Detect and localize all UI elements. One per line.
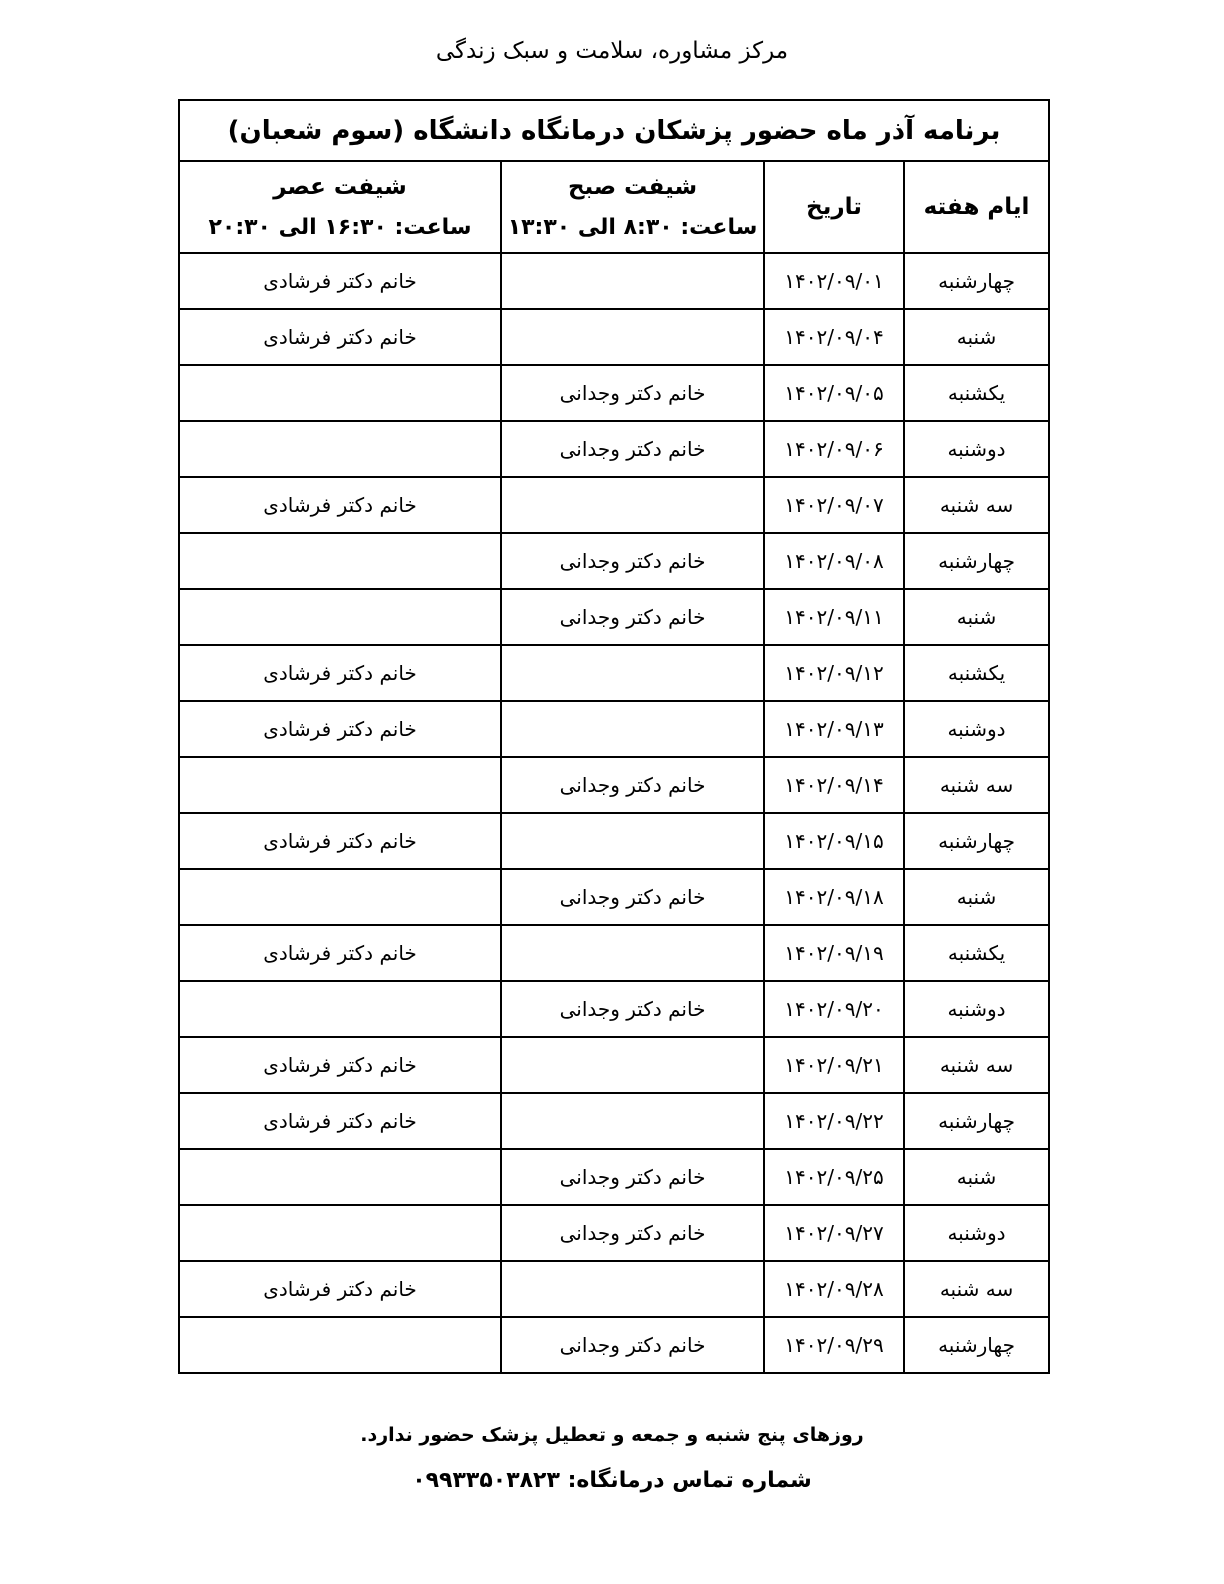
morning-shift-cell: خانم دکتر وجدانی bbox=[501, 1149, 764, 1205]
morning-shift-cell: خانم دکتر وجدانی bbox=[501, 1205, 764, 1261]
weekday-cell: یکشنبه bbox=[904, 645, 1049, 701]
morning-shift-cell: خانم دکتر وجدانی bbox=[501, 365, 764, 421]
weekday-cell: دوشنبه bbox=[904, 701, 1049, 757]
table-row bbox=[179, 925, 1049, 981]
table-row bbox=[179, 421, 1049, 477]
morning-shift-cell: خانم دکتر وجدانی bbox=[501, 533, 764, 589]
weekday-cell: سه شنبه bbox=[904, 757, 1049, 813]
evening-shift-cell bbox=[179, 421, 501, 477]
table-row bbox=[179, 253, 1049, 309]
column-header-row bbox=[179, 161, 1049, 253]
date-cell: ۱۴۰۲/۰۹/۱۵ bbox=[764, 813, 904, 869]
evening-shift-cell bbox=[179, 589, 501, 645]
date-cell: ۱۴۰۲/۰۹/۱۳ bbox=[764, 701, 904, 757]
org-title: مرکز مشاوره، سلامت و سبک زندگی bbox=[435, 38, 789, 64]
contact-number: ۰۹۹۳۳۵۰۳۸۲۳ bbox=[412, 1468, 560, 1493]
col-header-date: تاریخ bbox=[764, 161, 904, 253]
morning-shift-cell bbox=[501, 477, 764, 533]
evening-shift-cell: خانم دکتر فرشادی bbox=[179, 645, 501, 701]
weekday-cell: یکشنبه bbox=[904, 365, 1049, 421]
morning-shift-cell: خانم دکتر وجدانی bbox=[501, 869, 764, 925]
evening-shift-cell: خانم دکتر فرشادی bbox=[179, 1037, 501, 1093]
weekday-cell: چهارشنبه bbox=[904, 253, 1049, 309]
morning-shift-header bbox=[502, 162, 763, 252]
weekday-cell: سه شنبه bbox=[904, 477, 1049, 533]
date-cell: ۱۴۰۲/۰۹/۲۸ bbox=[764, 1261, 904, 1317]
morning-shift-cell: خانم دکتر وجدانی bbox=[501, 1317, 764, 1373]
evening-shift-cell: خانم دکتر فرشادی bbox=[179, 813, 501, 869]
morning-shift-cell bbox=[501, 813, 764, 869]
table-row bbox=[179, 1037, 1049, 1093]
date-cell: ۱۴۰۲/۰۹/۰۱ bbox=[764, 253, 904, 309]
date-cell: ۱۴۰۲/۰۹/۱۲ bbox=[764, 645, 904, 701]
date-cell: ۱۴۰۲/۰۹/۱۴ bbox=[764, 757, 904, 813]
morning-shift-hours: ساعت: ۸:۳۰ الی ۱۳:۳۰ bbox=[507, 215, 758, 240]
evening-shift-cell bbox=[179, 869, 501, 925]
evening-shift-cell: خانم دکتر فرشادی bbox=[179, 309, 501, 365]
table-title: برنامه آذر ماه حضور پزشکان درمانگاه دانشگاه (سوم شعبان) bbox=[179, 100, 1049, 161]
date-cell: ۱۴۰۲/۰۹/۰۴ bbox=[764, 309, 904, 365]
morning-shift-cell: خانم دکتر وجدانی bbox=[501, 421, 764, 477]
col-header-evening-shift bbox=[179, 161, 501, 253]
evening-shift-cell bbox=[179, 1149, 501, 1205]
evening-shift-header bbox=[180, 162, 500, 252]
evening-shift-cell: خانم دکتر فرشادی bbox=[179, 1261, 501, 1317]
date-cell: ۱۴۰۲/۰۹/۲۰ bbox=[764, 981, 904, 1037]
morning-shift-cell bbox=[501, 925, 764, 981]
evening-shift-cell bbox=[179, 981, 501, 1037]
table-row bbox=[179, 1261, 1049, 1317]
table-row bbox=[179, 1093, 1049, 1149]
morning-shift-cell bbox=[501, 701, 764, 757]
contact-label: شماره تماس درمانگاه: bbox=[567, 1468, 812, 1493]
weekday-cell: چهارشنبه bbox=[904, 813, 1049, 869]
date-cell: ۱۴۰۲/۰۹/۲۹ bbox=[764, 1317, 904, 1373]
schedule-rows bbox=[179, 253, 1049, 1373]
table-row bbox=[179, 1149, 1049, 1205]
weekday-cell: سه شنبه bbox=[904, 1037, 1049, 1093]
contact-line bbox=[0, 1468, 1224, 1493]
evening-shift-title: شیفت عصر bbox=[273, 174, 407, 200]
morning-shift-cell bbox=[501, 1093, 764, 1149]
weekday-cell: شنبه bbox=[904, 589, 1049, 645]
date-cell: ۱۴۰۲/۰۹/۱۱ bbox=[764, 589, 904, 645]
weekday-cell: شنبه bbox=[904, 869, 1049, 925]
date-cell: ۱۴۰۲/۰۹/۰۸ bbox=[764, 533, 904, 589]
table-row bbox=[179, 981, 1049, 1037]
morning-shift-cell: خانم دکتر وجدانی bbox=[501, 981, 764, 1037]
date-cell: ۱۴۰۲/۰۹/۰۶ bbox=[764, 421, 904, 477]
morning-shift-cell bbox=[501, 645, 764, 701]
table-row bbox=[179, 813, 1049, 869]
table-row bbox=[179, 309, 1049, 365]
schedule-table-head bbox=[179, 100, 1049, 253]
weekday-cell: شنبه bbox=[904, 309, 1049, 365]
weekday-cell: شنبه bbox=[904, 1149, 1049, 1205]
weekday-cell: سه شنبه bbox=[904, 1261, 1049, 1317]
morning-shift-cell: خانم دکتر وجدانی bbox=[501, 757, 764, 813]
evening-shift-cell: خانم دکتر فرشادی bbox=[179, 701, 501, 757]
table-row bbox=[179, 477, 1049, 533]
date-cell: ۱۴۰۲/۰۹/۲۵ bbox=[764, 1149, 904, 1205]
evening-shift-cell bbox=[179, 757, 501, 813]
evening-shift-cell: خانم دکتر فرشادی bbox=[179, 253, 501, 309]
table-row bbox=[179, 757, 1049, 813]
table-row bbox=[179, 365, 1049, 421]
weekday-cell: یکشنبه bbox=[904, 925, 1049, 981]
schedule-table bbox=[178, 99, 1050, 1374]
weekday-cell: چهارشنبه bbox=[904, 1317, 1049, 1373]
table-row bbox=[179, 645, 1049, 701]
table-row bbox=[179, 533, 1049, 589]
evening-shift-cell bbox=[179, 1205, 501, 1261]
table-row bbox=[179, 1205, 1049, 1261]
col-header-weekday: ایام هفته bbox=[904, 161, 1049, 253]
evening-shift-cell bbox=[179, 533, 501, 589]
table-title-row bbox=[179, 100, 1049, 161]
evening-shift-cell: خانم دکتر فرشادی bbox=[179, 1093, 501, 1149]
morning-shift-cell bbox=[501, 1261, 764, 1317]
date-cell: ۱۴۰۲/۰۹/۲۲ bbox=[764, 1093, 904, 1149]
date-cell: ۱۴۰۲/۰۹/۱۹ bbox=[764, 925, 904, 981]
morning-shift-cell bbox=[501, 309, 764, 365]
morning-shift-cell: خانم دکتر وجدانی bbox=[501, 589, 764, 645]
morning-shift-title: شیفت صبح bbox=[567, 174, 698, 200]
evening-shift-cell: خانم دکتر فرشادی bbox=[179, 477, 501, 533]
date-cell: ۱۴۰۲/۰۹/۱۸ bbox=[764, 869, 904, 925]
evening-shift-cell: خانم دکتر فرشادی bbox=[179, 925, 501, 981]
date-cell: ۱۴۰۲/۰۹/۲۱ bbox=[764, 1037, 904, 1093]
date-cell: ۱۴۰۲/۰۹/۰۵ bbox=[764, 365, 904, 421]
weekday-cell: دوشنبه bbox=[904, 421, 1049, 477]
weekday-cell: دوشنبه bbox=[904, 1205, 1049, 1261]
table-row bbox=[179, 589, 1049, 645]
col-header-morning-shift bbox=[501, 161, 764, 253]
weekday-cell: چهارشنبه bbox=[904, 533, 1049, 589]
evening-shift-hours: ساعت: ۱۶:۳۰ الی ۲۰:۳۰ bbox=[208, 215, 472, 240]
date-cell: ۱۴۰۲/۰۹/۲۷ bbox=[764, 1205, 904, 1261]
weekday-cell: دوشنبه bbox=[904, 981, 1049, 1037]
evening-shift-cell bbox=[179, 1317, 501, 1373]
holiday-note: روزهای پنج شنبه و جمعه و تعطیل پزشک حضور ندارد. bbox=[360, 1424, 864, 1446]
date-cell: ۱۴۰۲/۰۹/۰۷ bbox=[764, 477, 904, 533]
morning-shift-cell bbox=[501, 1037, 764, 1093]
morning-shift-cell bbox=[501, 253, 764, 309]
table-row bbox=[179, 1317, 1049, 1373]
evening-shift-cell bbox=[179, 365, 501, 421]
weekday-cell: چهارشنبه bbox=[904, 1093, 1049, 1149]
table-row bbox=[179, 701, 1049, 757]
table-row bbox=[179, 869, 1049, 925]
